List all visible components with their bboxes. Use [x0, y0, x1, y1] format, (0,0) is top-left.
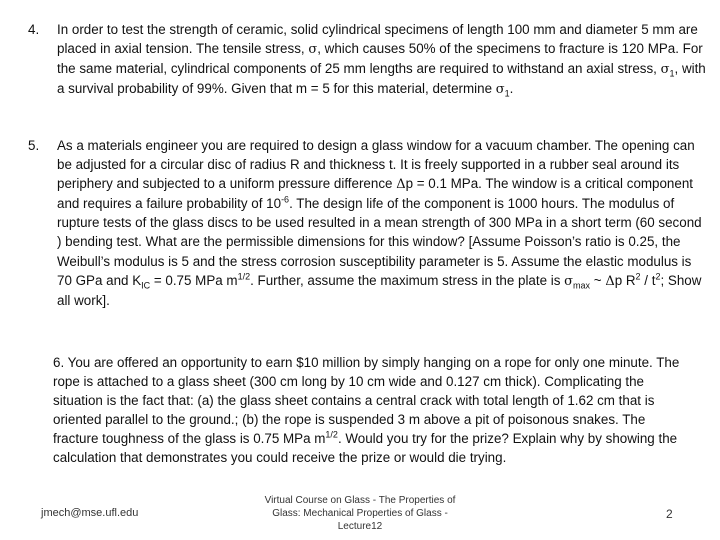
- sigma-symbol: σ: [308, 42, 318, 58]
- subscript: 1: [669, 68, 675, 79]
- footer-email: jmech@mse.ufl.edu: [41, 507, 139, 519]
- footer-course-line: Virtual Course on Glass - The Properties of: [264, 495, 456, 506]
- superscript: 2: [655, 271, 661, 282]
- problem-4-text-part: .: [509, 81, 514, 97]
- problem-4-text-part: , which causes 50% of the specimens to fracture is 120 MPa. For the same material, cylindrical components of 25 mm lengths are required to withstand an axial stress,: [57, 41, 703, 77]
- superscript: 2: [635, 271, 641, 282]
- delta-symbol: Δ: [605, 273, 615, 289]
- superscript: 1/2: [237, 271, 251, 282]
- problem-5-text-part: = 0.75 MPa m: [150, 272, 238, 288]
- problem-5-text-part: . The design life of the component is 1000 hours. The modulus of rupture tests of the glass discs to be used resulted in a mean strength of 300 MPa in a short term (60 second ) bending test. What are the permissible dimensions for this window? [Assume Poisson’s ratio is 0.25, the Weibull’s modulus is 5 and the stress corrosion susceptibility parameter is 5. Assume the elastic modulus is 70 GPa and K: [57, 196, 702, 288]
- subscript: 1: [504, 88, 510, 99]
- problem-5-text-part: ~: [590, 272, 606, 288]
- subscript: IC: [141, 280, 151, 291]
- problem-5-text-part: p R: [614, 272, 636, 288]
- problem-4-text-part: , with a survival probability of 99%. Given that m = 5 for this material, determine: [57, 61, 706, 97]
- problem-4: [28, 20, 708, 99]
- problem-4-number: 4.: [28, 22, 40, 37]
- problem-5: [28, 136, 708, 310]
- problem-5-text-part: . Further, assume the maximum stress in the plate is: [250, 272, 565, 288]
- superscript: 1/2: [325, 429, 338, 440]
- problem-6-text: [53, 353, 693, 468]
- footer-course-line: Lecture12: [337, 521, 383, 532]
- problem-6-text-part: . Would you try for the prize? Explain why by showing the calculation that demonstrates you could receive the prize or would die trying.: [53, 431, 678, 466]
- problem-5-number: 5.: [28, 138, 40, 153]
- delta-symbol: Δ: [396, 177, 406, 193]
- sigma-symbol: σ: [660, 62, 670, 78]
- sigma-symbol: σ: [564, 273, 574, 289]
- sigma-symbol: σ: [495, 82, 505, 98]
- page-number: 2: [666, 507, 673, 521]
- problem-5-text-part: p = 0.1 MPa. The window is a critical component and requires a failure probability of 10: [57, 176, 693, 212]
- problem-6-text-part: 6. You are offered an opportunity to earn $10 million by simply hanging on a rope for only one minute. The rope is attached to a glass sheet (300 cm long by 10 cm wide and 0.127 cm thick). Complicating the situation is the fact that: (a) the glass sheet contains a central crack with total length of 1.62 cm that is oriented parallel to the ground.; (b) the rope is suspended 3 m above a pit of poisonous snakes. The fracture toughness of the glass is 0.75 MPa m: [53, 355, 680, 447]
- superscript: -6: [281, 194, 290, 205]
- subscript: max: [573, 280, 591, 291]
- problem-6: [53, 353, 693, 468]
- footer-course-title: [230, 494, 490, 533]
- problem-5-text: [57, 136, 708, 310]
- problem-5-text-part: ; Show all work].: [57, 272, 702, 308]
- problem-5-text-part: As a materials engineer you are required to design a glass window for a vacuum chamber. The opening can be adjusted for a circular disc of radius R and thickness t. It is freely supported in a rubber seal around its periphery and subjected to a uniform pressure difference: [57, 138, 695, 192]
- problem-4-text: [57, 20, 708, 99]
- footer-course-line: Glass: Mechanical Properties of Glass -: [272, 508, 448, 519]
- problem-4-text-part: In order to test the strength of ceramic, solid cylindrical specimens of length 100 mm and diameter 5 mm are placed in axial tension. The tensile stress,: [57, 22, 698, 57]
- problem-5-text-part: / t: [640, 272, 656, 288]
